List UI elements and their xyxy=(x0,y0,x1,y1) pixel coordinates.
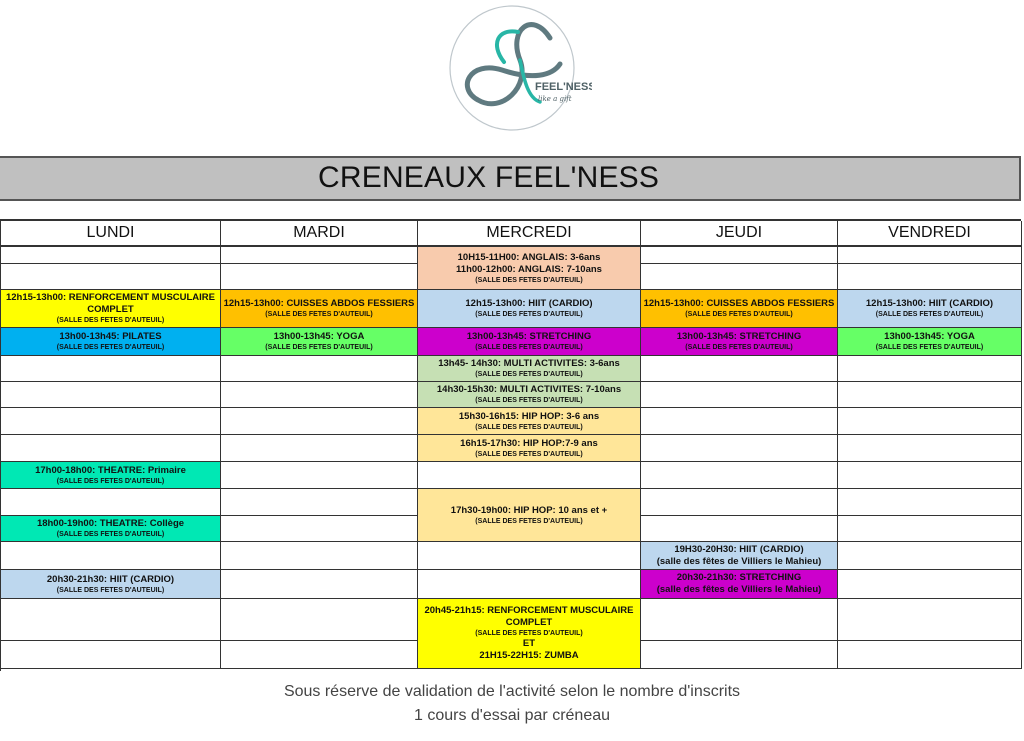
empty-cell xyxy=(221,489,418,516)
slot-text: 13h00-13h45: STRETCHING xyxy=(676,331,802,342)
empty-cell xyxy=(838,599,1022,641)
day-header-mercredi: MERCREDI xyxy=(418,221,641,247)
slot-text: COMPLET xyxy=(87,304,134,315)
logo-name: FEEL'NESS xyxy=(535,81,592,93)
day-header-jeudi: JEUDI xyxy=(641,221,838,247)
slot-text: 20h30-21h30: HIIT (CARDIO) xyxy=(46,573,175,585)
slot-mardi-cuisses-abdos xyxy=(221,290,418,328)
title-bar xyxy=(0,156,1021,201)
slot-text: 16h15-17h30: HIP HOP:7-9 ans xyxy=(460,437,598,449)
empty-cell xyxy=(221,462,418,489)
empty-cell xyxy=(641,462,838,489)
slot-venue: (SALLE DES FETES D'AUTEUIL) xyxy=(685,311,793,318)
slot-lundi-hiit-soir xyxy=(1,570,221,599)
slot-venue: (SALLE DES FETES D'AUTEUIL) xyxy=(475,450,583,458)
empty-cell xyxy=(838,462,1022,489)
slot-mercredi-hip-hop-10-plus xyxy=(418,489,641,542)
empty-cell xyxy=(418,542,641,570)
empty-cell xyxy=(1,599,221,641)
slot-lundi-theatre-college xyxy=(1,516,221,542)
slot-text: 20h30-21h30: STRETCHING xyxy=(676,572,802,583)
empty-cell xyxy=(641,641,838,669)
slot-text: 19H30-20H30: HIIT (CARDIO) xyxy=(674,543,804,555)
slot-venue: (SALLE DES FETES D'AUTEUIL) xyxy=(56,317,165,324)
schedule-table xyxy=(0,219,1021,671)
empty-cell xyxy=(221,408,418,435)
empty-cell xyxy=(641,264,838,290)
slot-text: 14h30-15h30: MULTI ACTIVITES: 7-10ans xyxy=(436,384,622,395)
empty-cell xyxy=(641,247,838,264)
slot-venue: (SALLE DES FETES D'AUTEUIL) xyxy=(685,344,793,351)
empty-cell xyxy=(838,247,1022,264)
infinity-s-logo-icon xyxy=(432,2,592,137)
slot-venue: (SALLE DES FETES D'AUTEUIL) xyxy=(475,517,583,525)
slot-text: COMPLET xyxy=(505,617,553,628)
empty-cell xyxy=(838,408,1022,435)
slot-jeudi-cuisses-abdos xyxy=(641,290,838,328)
empty-cell xyxy=(221,570,418,599)
slot-text: 12h15-13h00: HIIT (CARDIO) xyxy=(865,298,994,309)
slot-mercredi-hip-hop-7-9 xyxy=(418,435,641,462)
empty-cell xyxy=(838,382,1022,408)
slot-lundi-pilates xyxy=(1,328,221,356)
empty-cell xyxy=(641,516,838,542)
empty-cell xyxy=(838,570,1022,599)
slot-text: 10H15-11H00: ANGLAIS: 3-6ans xyxy=(457,251,601,263)
slot-jeudi-hiit-soir xyxy=(641,542,838,570)
slot-text: 12h15-13h00: RENFORCEMENT MUSCULAIRE xyxy=(5,292,216,303)
slot-venue: (SALLE DES FETES D'AUTEUIL) xyxy=(875,344,984,351)
slot-mercredi-multi-activites-7-10 xyxy=(418,382,641,408)
empty-cell xyxy=(418,570,641,599)
empty-cell xyxy=(1,542,221,570)
slot-text: 12h15-13h00: CUISSES ABDOS FESSIERS xyxy=(643,298,835,309)
slot-mercredi-renforcement-zumba xyxy=(418,599,641,669)
empty-cell xyxy=(838,264,1022,290)
slot-mercredi-hip-hop-3-6 xyxy=(418,408,641,435)
empty-cell xyxy=(1,489,221,516)
empty-cell xyxy=(1,356,221,382)
empty-cell xyxy=(1,641,221,669)
slot-mardi-yoga xyxy=(221,328,418,356)
empty-cell xyxy=(838,542,1022,570)
slot-vendredi-yoga xyxy=(838,328,1022,356)
slot-venue: (SALLE DES FETES D'AUTEUIL) xyxy=(56,477,165,485)
slot-text: 18h00-19h00: THEATRE: Collège xyxy=(36,518,185,529)
slot-text: 13h00-13h45: YOGA xyxy=(273,331,365,342)
day-header-mardi: MARDI xyxy=(221,221,418,247)
slot-text: 12h15-13h00: CUISSES ABDOS FESSIERS xyxy=(223,298,415,309)
empty-cell xyxy=(838,489,1022,516)
slot-venue: (SALLE DES FETES D'AUTEUIL) xyxy=(475,344,583,351)
empty-cell xyxy=(221,435,418,462)
logo-tagline: like a gift xyxy=(538,95,572,103)
slot-venue: (SALLE DES FETES D'AUTEUIL) xyxy=(475,630,583,637)
slot-text: 20h45-21h15: RENFORCEMENT MUSCULAIRE xyxy=(424,605,634,616)
slot-venue: (SALLE DES FETES D'AUTEUIL) xyxy=(265,344,373,351)
slot-venue: (SALLE DES FETES D'AUTEUIL) xyxy=(56,586,165,594)
slot-text: 21H15-22H15: ZUMBA xyxy=(479,650,579,661)
slot-lundi-renforcement xyxy=(1,290,221,328)
slot-venue: (SALLE DES FETES D'AUTEUIL) xyxy=(475,371,583,378)
empty-cell xyxy=(1,247,221,264)
empty-cell xyxy=(838,516,1022,542)
slot-mercredi-anglais xyxy=(418,247,641,290)
feelness-logo xyxy=(432,2,592,137)
empty-cell xyxy=(1,382,221,408)
empty-cell xyxy=(1,408,221,435)
slot-lundi-theatre-primaire xyxy=(1,462,221,489)
slot-jeudi-stretching xyxy=(641,328,838,356)
day-header-lundi: LUNDI xyxy=(1,221,221,247)
slot-venue: (salle des fêtes de Villiers le Mahieu) xyxy=(656,555,822,567)
slot-venue: (salle des fêtes de Villiers le Mahieu) xyxy=(656,584,822,595)
slot-venue: (SALLE DES FETES D'AUTEUIL) xyxy=(875,311,984,318)
slot-text: 15h30-16h15: HIP HOP: 3-6 ans xyxy=(458,410,600,422)
slot-text: 17h30-19h00: HIP HOP: 10 ans et + xyxy=(450,504,608,516)
slot-vendredi-hiit xyxy=(838,290,1022,328)
slot-text: 11h00-12h00: ANGLAIS: 7-10ans xyxy=(456,263,602,275)
slot-text: 13h00-13h45: STRETCHING xyxy=(466,331,592,342)
empty-cell xyxy=(641,382,838,408)
empty-cell xyxy=(838,356,1022,382)
empty-cell xyxy=(221,542,418,570)
footer-note: Sous réserve de validation de l'activité selon le nombre d'inscrits xyxy=(283,683,741,700)
empty-cell xyxy=(221,247,418,264)
slot-venue: (SALLE DES FETES D'AUTEUIL) xyxy=(56,531,165,538)
empty-cell xyxy=(641,408,838,435)
slot-venue: (SALLE DES FETES D'AUTEUIL) xyxy=(265,311,373,318)
empty-cell xyxy=(221,516,418,542)
slot-venue: (SALLE DES FETES D'AUTEUIL) xyxy=(475,397,583,404)
empty-cell xyxy=(838,641,1022,669)
empty-cell xyxy=(221,356,418,382)
empty-cell xyxy=(1,264,221,290)
empty-cell xyxy=(641,356,838,382)
slot-text: 17h00-18h00: THEATRE: Primaire xyxy=(35,464,186,476)
empty-cell xyxy=(221,599,418,641)
footer-trial-note: 1 cours d'essai par créneau xyxy=(413,707,611,724)
empty-cell xyxy=(221,382,418,408)
empty-cell xyxy=(221,641,418,669)
slot-mercredi-stretching xyxy=(418,328,641,356)
slot-text: 13h45- 14h30: MULTI ACTIVITES: 3-6ans xyxy=(438,358,620,369)
page-title: CRENEAUX FEEL'NESS xyxy=(318,161,660,194)
empty-cell xyxy=(221,264,418,290)
empty-cell xyxy=(641,435,838,462)
slot-venue: (SALLE DES FETES D'AUTEUIL) xyxy=(56,344,165,351)
slot-venue: (SALLE DES FETES D'AUTEUIL) xyxy=(475,423,583,431)
slot-text: 13h00-13h45: YOGA xyxy=(884,331,975,342)
empty-cell xyxy=(641,599,838,641)
slot-text: ET xyxy=(522,638,536,649)
slot-text: 13h00-13h45: PILATES xyxy=(59,331,162,342)
slot-mercredi-multi-activites-3-6 xyxy=(418,356,641,382)
slot-text: 12h15-13h00: HIIT (CARDIO) xyxy=(465,298,593,309)
empty-cell xyxy=(838,435,1022,462)
slot-mercredi-hiit xyxy=(418,290,641,328)
empty-cell xyxy=(641,489,838,516)
day-header-vendredi: VENDREDI xyxy=(838,221,1022,247)
slot-venue: (SALLE DES FETES D'AUTEUIL) xyxy=(475,311,583,318)
empty-cell xyxy=(418,462,641,489)
slot-venue: (SALLE DES FETES D'AUTEUIL) xyxy=(475,276,583,284)
slot-jeudi-stretching-soir xyxy=(641,570,838,599)
empty-cell xyxy=(1,435,221,462)
